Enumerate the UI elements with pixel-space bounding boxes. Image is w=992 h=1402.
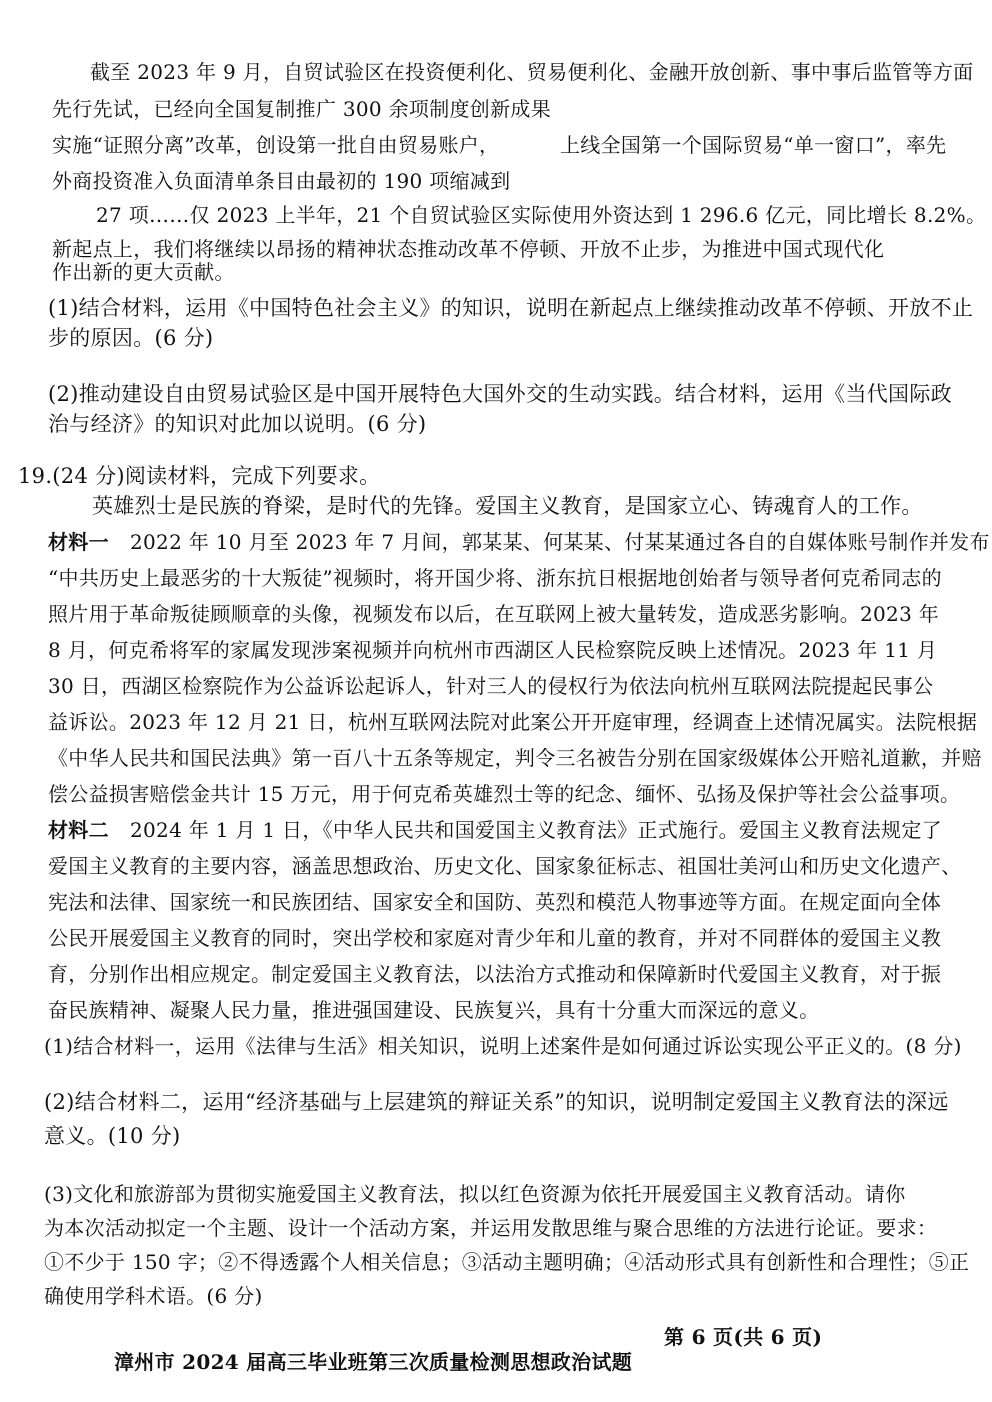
material-two-line: 宪法和法律、国家统一和民族团结、国家安全和国防、英烈和模范人物事迹等方面。在规定面向全体 <box>48 890 942 914</box>
footer-exam-title: 漳州市 2024 届高三毕业班第三次质量检测思想政治试题 <box>114 1350 632 1374</box>
passage-line: 外商投资准入负面清单条目由最初的 190 项缩减到 <box>52 169 511 193</box>
material-two-line: 奋民族精神、凝聚人民力量，推进强国建设、民族复兴，具有十分重大而深远的意义。 <box>48 998 820 1022</box>
material-two-line: 2024 年 1 月 1 日，《中华人民共和国爱国主义教育法》正式施行。爱国主义教育法规定了 <box>130 818 942 842</box>
material-two-line: 公民开展爱国主义教育的同时，突出学校和家庭对青少年和儿童的教育，并对不同群体的爱国主义教 <box>48 926 942 950</box>
material-one-line: 照片用于革命叛徒顾顺章的头像，视频发布以后，在互联网上被大量转发，造成恶劣影响。2023 年 <box>48 602 940 626</box>
material-two-line: 育，分别作出相应规定。制定爱国主义教育法，以法治方式推动和保障新时代爱国主义教育，对于振 <box>48 962 942 986</box>
q19-part3-line: (3)文化和旅游部为贯彻实施爱国主义教育法，拟以红色资源为依托开展爱国主义教育活动。请你 <box>44 1182 906 1206</box>
footer-page-number: 第 6 页(共 6 页) <box>664 1325 823 1349</box>
q19-part3-line: ①不少于 150 字；②不得透露个人相关信息；③活动主题明确；④活动形式具有创新性和合理性；⑤正 <box>44 1250 970 1274</box>
q18-part2-line: (2)推动建设自由贸易试验区是中国开展特色大国外交的生动实践。结合材料，运用《当代国际政 <box>48 382 952 406</box>
q19-part2-line: (2)结合材料二，运用“经济基础与上层建筑的辩证关系”的知识，说明制定爱国主义教育法的深远 <box>44 1090 949 1114</box>
q19-part3-line: 确使用学科术语。(6 分) <box>44 1284 263 1308</box>
passage-line: 实施“证照分离”改革，创设第一批自由贸易账户， <box>52 133 500 157</box>
material-two-label: 材料二 <box>48 818 109 842</box>
passage-line: 27 项……仅 2023 上半年，21 个自贸试验区实际使用外资达到 1 296.6 亿元，同比增长 8.2%。 <box>96 203 987 227</box>
material-one-line: “中共历史上最恶劣的十大叛徒”视频时，将开国少将、浙东抗日根据地创始者与领导者何克希同志的 <box>48 566 942 590</box>
q18-part1-line: 步的原因。(6 分) <box>48 326 214 350</box>
material-one-line: 偿公益损害赔偿金共计 15 万元，用于何克希英雄烈士等的纪念、缅怀、弘扬及保护等社会公益事项。 <box>48 782 961 806</box>
q18-part2-line: 治与经济》的知识对此加以说明。(6 分) <box>48 412 427 436</box>
passage-line: 先行先试，已经向全国复制推广 300 余项制度创新成果 <box>52 97 551 121</box>
passage-line: 上线全国第一个国际贸易“单一窗口”，率先 <box>560 133 947 157</box>
q19-intro: 英雄烈士是民族的脊梁，是时代的先锋。爱国主义教育，是国家立心、铸魂育人的工作。 <box>92 494 923 518</box>
q19-part2-line: 意义。(10 分) <box>44 1124 181 1148</box>
material-two-line: 爱国主义教育的主要内容，涵盖思想政治、历史文化、国家象征标志、祖国壮美河山和历史文化遗产、 <box>48 854 962 878</box>
material-one-line: 2022 年 10 月至 2023 年 7 月间，郭某某、何某某、付某某通过各自的自媒体账号制作并发布 <box>130 530 990 554</box>
passage-line: 截至 2023 年 9 月，自贸试验区在投资便利化、贸易便利化、金融开放创新、事中事后监管等方面 <box>90 60 974 84</box>
q19-part1: (1)结合材料一，运用《法律与生活》相关知识，说明上述案件是如何通过诉讼实现公平正义的。(8 分) <box>44 1034 962 1058</box>
q19-part3-line: 为本次活动拟定一个主题、设计一个活动方案，并运用发散思维与聚合思维的方法进行论证。要求： <box>44 1216 938 1240</box>
passage-line: 作出新的更大贡献。 <box>52 260 235 284</box>
material-one-line: 8 月，何克希将军的家属发现涉案视频并向杭州市西湖区人民检察院反映上述情况。2023 年 11 月 <box>48 638 938 662</box>
material-one-label: 材料一 <box>48 530 109 554</box>
q19-header: 19.(24 分)阅读材料，完成下列要求。 <box>18 464 381 488</box>
material-one-line: 《中华人民共和国民法典》第一百八十五条等规定，判令三名被告分别在国家级媒体公开赔礼道歉，并赔 <box>48 746 982 770</box>
material-one-line: 30 日，西湖区检察院作为公益诉讼起诉人，针对三人的侵权行为依法向杭州互联网法院提起民事公 <box>48 674 934 698</box>
material-one-line: 益诉讼。2023 年 12 月 21 日，杭州互联网法院对此案公开开庭审理，经调查上述情况属实。法院根据 <box>48 710 978 734</box>
q18-part1-line: (1)结合材料，运用《中国特色社会主义》的知识，说明在新起点上继续推动改革不停顿、开放不止 <box>48 296 974 320</box>
passage-line: 新起点上，我们将继续以昂扬的精神状态推动改革不停顿、开放不止步，为推进中国式现代化 <box>52 237 885 261</box>
